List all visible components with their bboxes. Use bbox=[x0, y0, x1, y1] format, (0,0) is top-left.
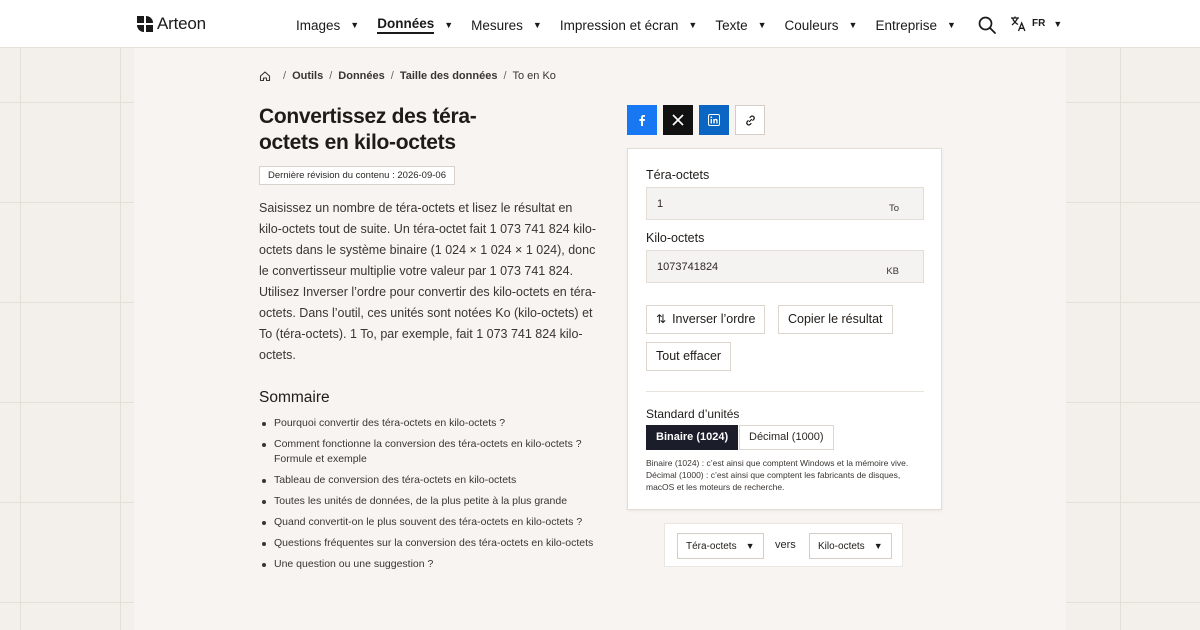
from-unit-select-value: Téra-octets bbox=[686, 541, 737, 552]
breadcrumb-link-outils[interactable]: Outils bbox=[292, 70, 324, 82]
home-icon[interactable] bbox=[259, 70, 271, 82]
toc-link[interactable]: Une question ou une suggestion ? bbox=[259, 557, 604, 572]
brand-name: Arteon bbox=[157, 14, 206, 33]
language-selector[interactable] bbox=[1010, 15, 1062, 32]
copy-link-button[interactable] bbox=[735, 105, 765, 135]
unit-picker-connector: vers bbox=[775, 539, 796, 551]
toc-link[interactable]: Tableau de conversion des téra-octets en kilo-octets bbox=[259, 473, 604, 488]
unit-standard-note: Binaire (1024) : c’est ainsi que comptent Windows et la mémoire vive. Décimal (1000) : c’est ainsi que comptent les fabricants de disques, macOS et les moteurs de recherche. bbox=[646, 458, 909, 492]
to-unit-select-value: Kilo-octets bbox=[818, 541, 865, 552]
nav-label: Images bbox=[296, 17, 341, 33]
from-field-label: Téra-octets bbox=[646, 168, 710, 182]
share-linkedin-button[interactable] bbox=[699, 105, 729, 135]
copy-result-button[interactable]: Copier le résultat bbox=[778, 305, 893, 334]
revision-badge: Dernière révision du contenu : 2026-09-06 bbox=[259, 166, 455, 185]
nav-item-mesures[interactable] bbox=[471, 16, 542, 34]
share-x-button[interactable] bbox=[663, 105, 693, 135]
from-input-value: 1 bbox=[657, 198, 664, 210]
linkedin-icon bbox=[708, 114, 720, 126]
nav-label: Entreprise bbox=[875, 17, 937, 33]
clear-all-button[interactable]: Tout effacer bbox=[646, 342, 731, 371]
unit-standard-label: Standard d’unités bbox=[646, 407, 740, 421]
search-button[interactable] bbox=[977, 15, 997, 35]
breadcrumb bbox=[259, 70, 556, 82]
link-icon bbox=[744, 114, 757, 127]
main-nav bbox=[296, 16, 974, 34]
to-output[interactable] bbox=[646, 250, 924, 283]
caret-down-icon: ▼ bbox=[350, 20, 360, 30]
nav-item-texte[interactable] bbox=[715, 16, 766, 34]
nav-item-entreprise[interactable] bbox=[875, 16, 955, 34]
translate-icon bbox=[1010, 15, 1027, 32]
to-unit-suffix: KB bbox=[886, 266, 899, 277]
breadcrumb-separator: / bbox=[390, 70, 394, 82]
breadcrumb-link-donnees[interactable]: Données bbox=[338, 70, 385, 82]
toc-link[interactable]: Quand convertit-on le plus souvent des téra-octets en kilo-octets ? bbox=[259, 515, 604, 530]
standard-decimal-option[interactable]: Décimal (1000) bbox=[739, 425, 834, 450]
caret-down-icon: ▼ bbox=[688, 20, 698, 30]
top-navigation bbox=[0, 0, 1200, 48]
swap-order-label: Inverser l’ordre bbox=[672, 312, 756, 326]
breadcrumb-current: To en Ko bbox=[512, 70, 556, 82]
page-title: Convertissez des téra-octets en kilo-octets bbox=[259, 105, 477, 154]
nav-item-donnees[interactable] bbox=[377, 16, 453, 34]
caret-down-icon: ▼ bbox=[532, 20, 542, 30]
nav-label: Données bbox=[377, 16, 434, 34]
caret-down-icon: ▼ bbox=[444, 20, 454, 30]
to-unit-select[interactable] bbox=[809, 533, 892, 559]
nav-label: Couleurs bbox=[784, 17, 839, 33]
toc-link[interactable]: Questions fréquentes sur la conversion des téra-octets en kilo-octets bbox=[259, 536, 604, 551]
caret-down-icon: ▼ bbox=[848, 20, 858, 30]
intro-paragraph: Saisissez un nombre de téra-octets et lisez le résultat en kilo-octets tout de suite. Un téra-octet fait 1 073 741 824 kilo-octets dans le système binaire (1 024 × 1 024 × 1 024), donc le convertisseur multiplie votre valeur par 1 073 741 824. Utilisez Inverser l’ordre pour convertir des kilo-octets en téra-octets. Dans l’outil, ces unités sont notées Ko (kilo-octets) et To (téra-octets). 1 To, par exemple, fait 1 073 741 824 kilo-octets. bbox=[259, 201, 596, 362]
divider bbox=[646, 391, 924, 392]
main-panel bbox=[134, 48, 1066, 630]
swap-icon: ⇅ bbox=[656, 312, 667, 326]
toc-link[interactable]: Pourquoi convertir des téra-octets en kilo-octets ? bbox=[259, 416, 604, 431]
nav-label: Texte bbox=[715, 17, 748, 33]
search-icon bbox=[977, 15, 997, 35]
toc-link[interactable]: Toutes les unités de données, de la plus petite à la plus grande bbox=[259, 494, 604, 509]
standard-binary-option[interactable]: Binaire (1024) bbox=[646, 425, 738, 450]
toc-title: Sommaire bbox=[259, 389, 330, 406]
facebook-icon bbox=[636, 114, 648, 126]
caret-down-icon: ▼ bbox=[757, 20, 767, 30]
caret-down-icon: ▼ bbox=[873, 541, 883, 551]
caret-down-icon: ▼ bbox=[947, 20, 956, 30]
swap-order-button[interactable] bbox=[646, 305, 765, 334]
caret-down-icon: ▼ bbox=[1053, 18, 1063, 29]
brand-logo[interactable] bbox=[137, 14, 206, 34]
toc-link[interactable]: Comment fonctionne la conversion des téra-octets en kilo-octets ? Formule et exemple bbox=[259, 437, 604, 467]
breadcrumb-separator: / bbox=[283, 70, 287, 82]
share-facebook-button[interactable] bbox=[627, 105, 657, 135]
converter-card bbox=[627, 148, 942, 510]
nav-label: Mesures bbox=[471, 17, 523, 33]
from-input[interactable] bbox=[646, 187, 924, 220]
language-code: FR bbox=[1032, 18, 1046, 29]
breadcrumb-link-taille[interactable]: Taille des données bbox=[399, 70, 498, 82]
from-unit-suffix: To bbox=[888, 203, 899, 214]
logo-mark-icon bbox=[137, 16, 153, 32]
unit-picker bbox=[664, 523, 903, 567]
table-of-contents bbox=[259, 416, 604, 578]
share-bar bbox=[627, 105, 765, 135]
nav-label: Impression et écran bbox=[559, 17, 679, 33]
from-unit-select[interactable] bbox=[677, 533, 764, 559]
nav-item-images[interactable] bbox=[296, 16, 359, 34]
nav-item-impression[interactable] bbox=[560, 16, 697, 34]
breadcrumb-separator: / bbox=[503, 70, 507, 82]
caret-down-icon: ▼ bbox=[745, 541, 755, 551]
nav-item-couleurs[interactable] bbox=[785, 16, 858, 34]
to-output-value: 1073741824 bbox=[657, 261, 719, 273]
breadcrumb-separator: / bbox=[329, 70, 333, 82]
x-icon bbox=[672, 114, 684, 126]
to-field-label: Kilo-octets bbox=[646, 231, 705, 245]
